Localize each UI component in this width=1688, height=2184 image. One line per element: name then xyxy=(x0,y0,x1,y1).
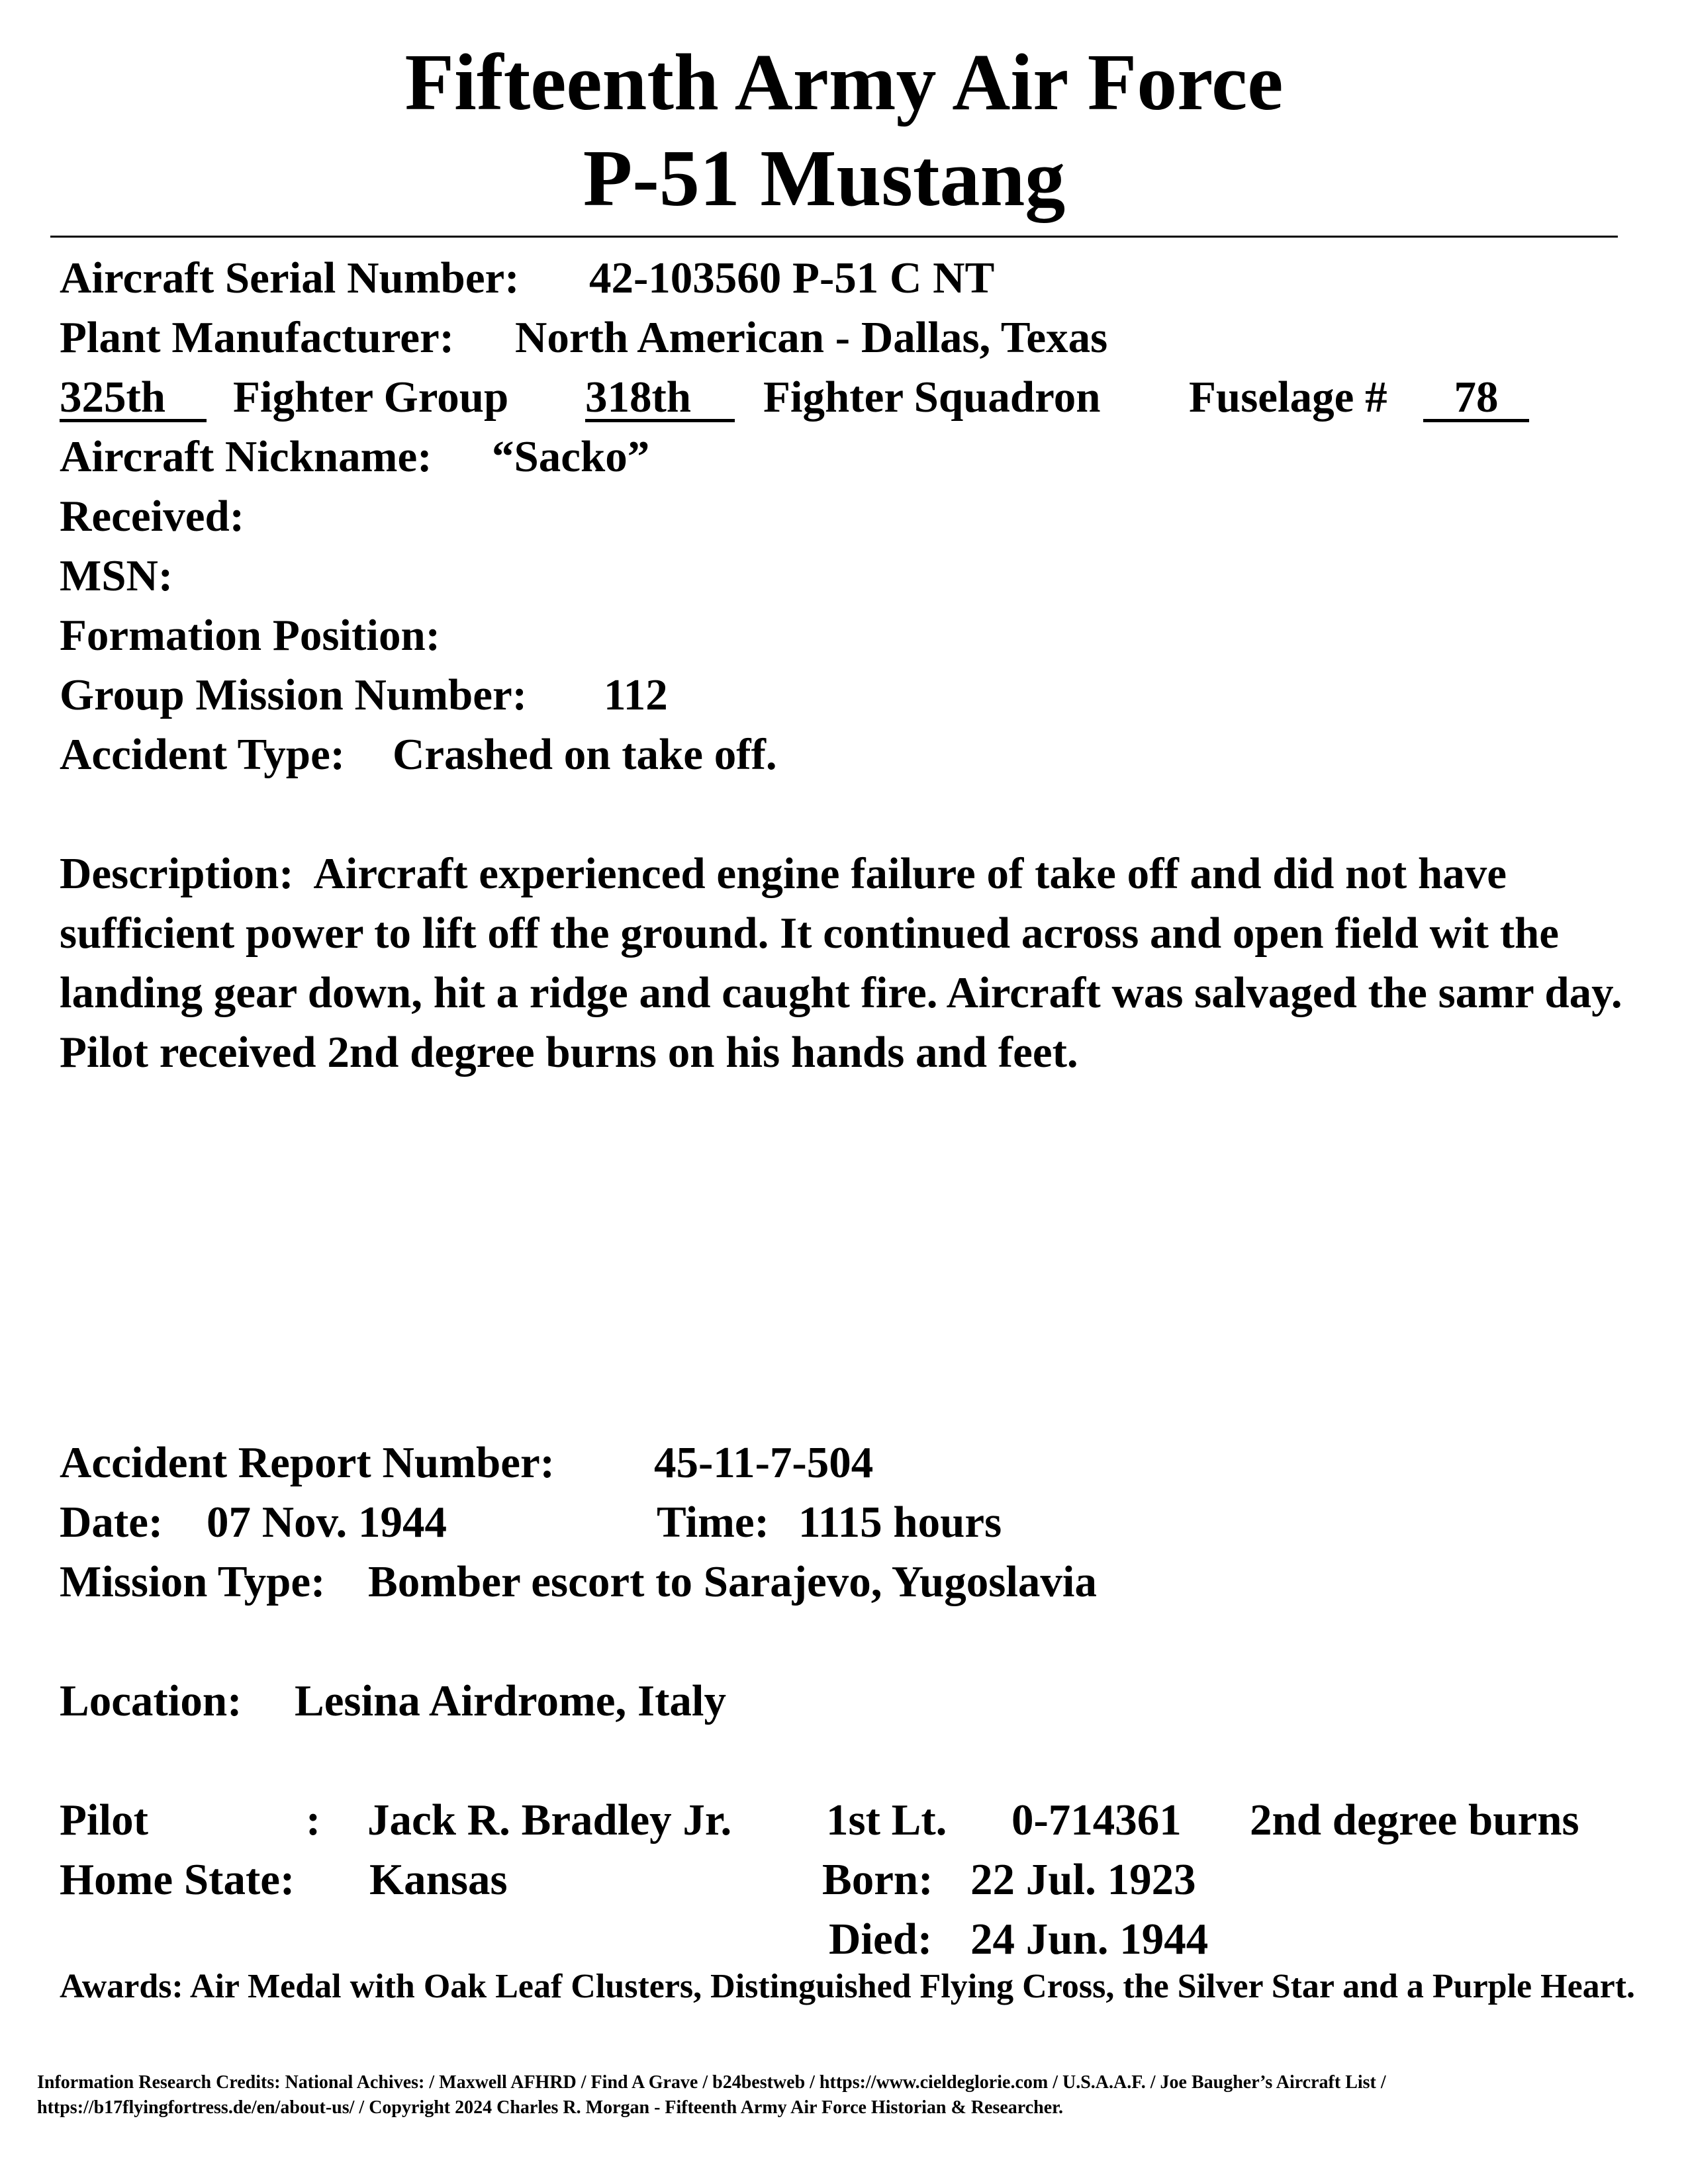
pilot-status: 2nd degree burns xyxy=(1250,1796,1579,1844)
time-value: 1115 hours xyxy=(798,1498,1002,1547)
header-divider xyxy=(50,236,1618,238)
awards-text: Awards: Air Medal with Oak Leaf Clusters, Distinguished Flying Cross, the Silver Star and a Purple Heart. xyxy=(60,1968,1636,2005)
description-text: Aircraft experienced engine failure of take off and did not have sufficient power to lift off the ground. It continued across and open field wit the landing gear down, hit a ridge and caught fire. Aircraft was salvaged the samr day. Pilot received 2nd degree burns on his hands and feet. xyxy=(60,849,1622,1077)
accident-type-value: Crashed on take off. xyxy=(393,730,777,779)
date-value: 07 Nov. 1944 xyxy=(207,1498,447,1547)
died-label: Died: xyxy=(829,1915,933,1964)
home-state-value: Kansas xyxy=(369,1855,508,1904)
fighter-squadron-label: Fighter Squadron xyxy=(763,373,1101,422)
manufacturer-value: North American - Dallas, Texas xyxy=(515,313,1108,362)
died-value: 24 Jun. 1944 xyxy=(970,1915,1209,1964)
pilot-rank: 1st Lt. xyxy=(826,1796,947,1844)
fighter-squadron-value: 318th xyxy=(585,375,735,422)
time-label: Time: xyxy=(657,1498,769,1547)
pilot-name: Jack R. Bradley Jr. xyxy=(367,1796,732,1844)
description-label: Description: xyxy=(60,849,294,898)
serial-label: Aircraft Serial Number: xyxy=(60,253,520,302)
document-title-line2: P-51 Mustang xyxy=(583,134,1066,223)
fuselage-value: 78 xyxy=(1423,375,1529,422)
mission-number-value: 112 xyxy=(604,670,668,719)
date-label: Date: xyxy=(60,1498,164,1547)
description-block xyxy=(60,844,1662,1082)
location-label: Location: xyxy=(60,1676,242,1725)
received-label: Received: xyxy=(60,492,245,541)
research-credits: Information Research Credits: National Achives: / Maxwell AFHRD / Find A Grave / b24bestweb / https://www.cieldeglorie.com / U.S.A.A.F. / Joe Baugher’s Aircraft List / https://b17flyingfortress.de/en/about-us/ / Copyright 2024 Charles R. Morgan - Fifteenth Army Air Force Historian & Researcher. xyxy=(37,2072,1386,2118)
home-state-label: Home State: xyxy=(60,1855,295,1904)
report-number-label: Accident Report Number: xyxy=(60,1438,555,1487)
location-value: Lesina Airdrome, Italy xyxy=(295,1676,727,1725)
formation-position-label: Formation Position: xyxy=(60,611,441,660)
serial-value: 42-103560 P-51 C NT xyxy=(589,253,995,302)
mission-type-label: Mission Type: xyxy=(60,1557,326,1606)
pilot-label: Pilot xyxy=(60,1796,148,1844)
document-title-line1: Fifteenth Army Air Force xyxy=(404,38,1284,127)
accident-type-label: Accident Type: xyxy=(60,730,346,779)
mission-type-value: Bomber escort to Sarajevo, Yugoslavia xyxy=(368,1557,1098,1606)
fighter-group-label: Fighter Group xyxy=(233,373,509,422)
fuselage-label: Fuselage # xyxy=(1189,373,1387,422)
manufacturer-label: Plant Manufacturer: xyxy=(60,313,455,362)
pilot-service-number: 0-714361 xyxy=(1011,1796,1182,1844)
nickname-value: “Sacko” xyxy=(492,432,650,481)
born-value: 22 Jul. 1923 xyxy=(970,1855,1196,1904)
msn-label: MSN: xyxy=(60,551,173,600)
pilot-colon: : xyxy=(306,1796,321,1844)
fighter-group-value: 325th xyxy=(60,375,207,422)
born-label: Born: xyxy=(822,1855,933,1904)
nickname-label: Aircraft Nickname: xyxy=(60,432,432,481)
mission-number-label: Group Mission Number: xyxy=(60,670,528,719)
report-number-value: 45-11-7-504 xyxy=(654,1438,874,1487)
